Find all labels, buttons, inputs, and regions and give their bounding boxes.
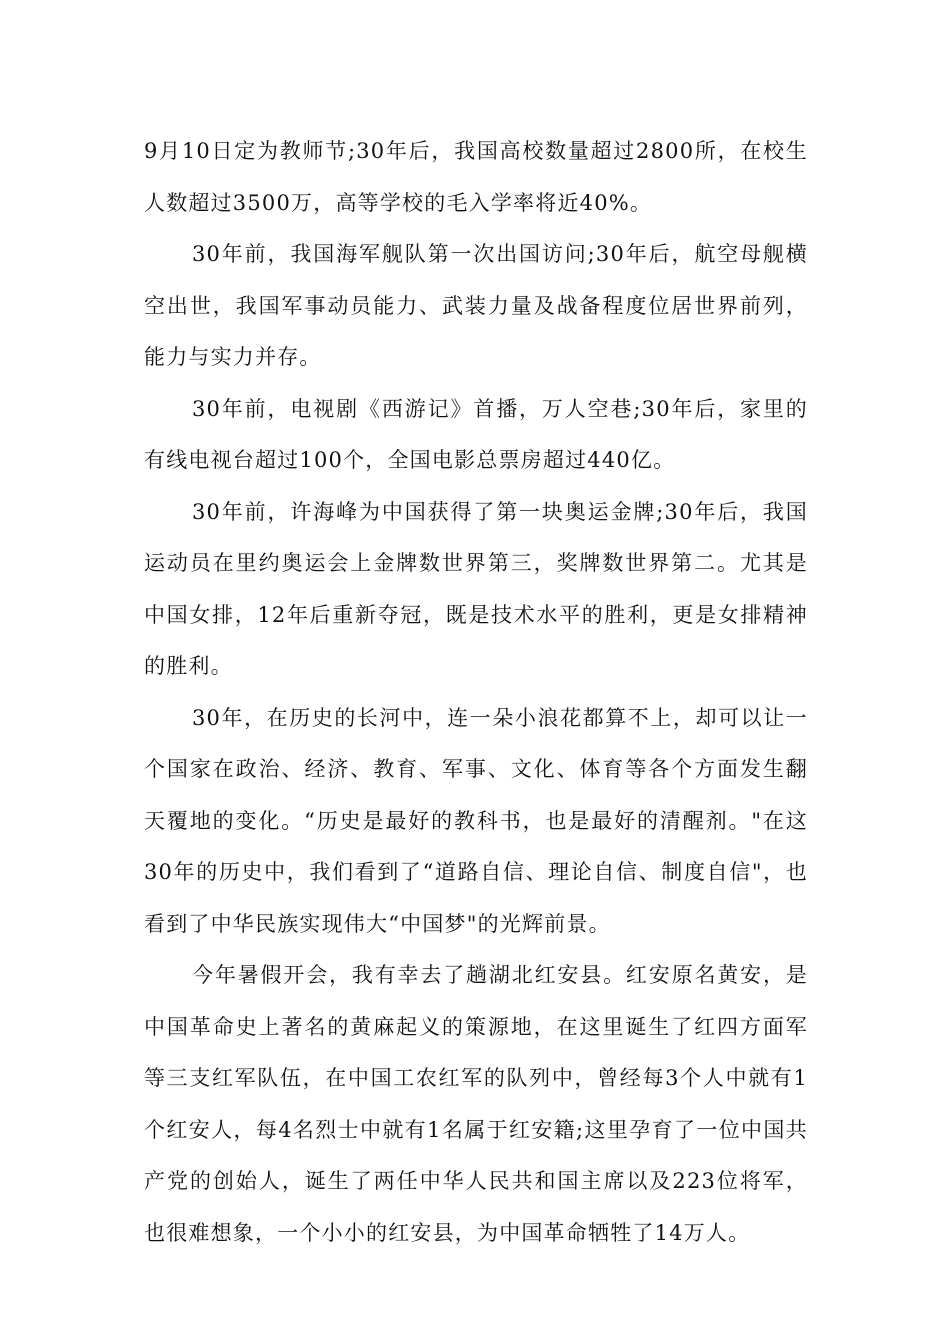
paragraph-1: 9月10日定为教师节;30年后，我国高校数量超过2800所，在校生人数超过3500万，高等学校的毛入学率将近40%。 bbox=[144, 139, 808, 215]
paragraph-4: 30年前，许海峰为中国获得了第一块奥运金牌;30年后，我国运动员在里约奥运会上金牌数世界第三，奖牌数世界第二。尤其是中国女排，12年后重新夺冠，既是技术水平的胜利，更是女排精神的胜利。 bbox=[144, 499, 808, 678]
paragraph-6: 今年暑假开会，我有幸去了趟湖北红安县。红安原名黄安，是中国革命史上著名的黄麻起义的策源地，在这里诞生了红四方面军等三支红军队伍，在中国工农红军的队列中，曾经每3个人中就有1个红安人，每4名烈士中就有1名属于红安籍;这里孕育了一位中国共产党的创始人，诞生了两任中华人民共和国主席以及223位将军，也很难想象，一个小小的红安县，为中国革命牺牲了14万人。 bbox=[144, 963, 808, 1245]
document-body bbox=[144, 126, 808, 1259]
paragraph-2: 30年前，我国海军舰队第一次出国访问;30年后，航空母舰横空出世，我国军事动员能力、武装力量及战备程度位居世界前列，能力与实力并存。 bbox=[144, 242, 808, 369]
paragraph-5: 30年，在历史的长河中，连一朵小浪花都算不上，却可以让一个国家在政治、经济、教育、军事、文化、体育等各个方面发生翻天覆地的变化。“历史是最好的教科书，也是最好的清醒剂。"在这30年的历史中，我们看到了“道路自信、理论自信、制度自信"，也看到了中华民族实现伟大“中国梦"的光辉前景。 bbox=[144, 705, 808, 936]
paragraph-3: 30年前，电视剧《西游记》首播，万人空巷;30年后，家里的有线电视台超过100个，全国电影总票房超过440亿。 bbox=[144, 396, 808, 472]
